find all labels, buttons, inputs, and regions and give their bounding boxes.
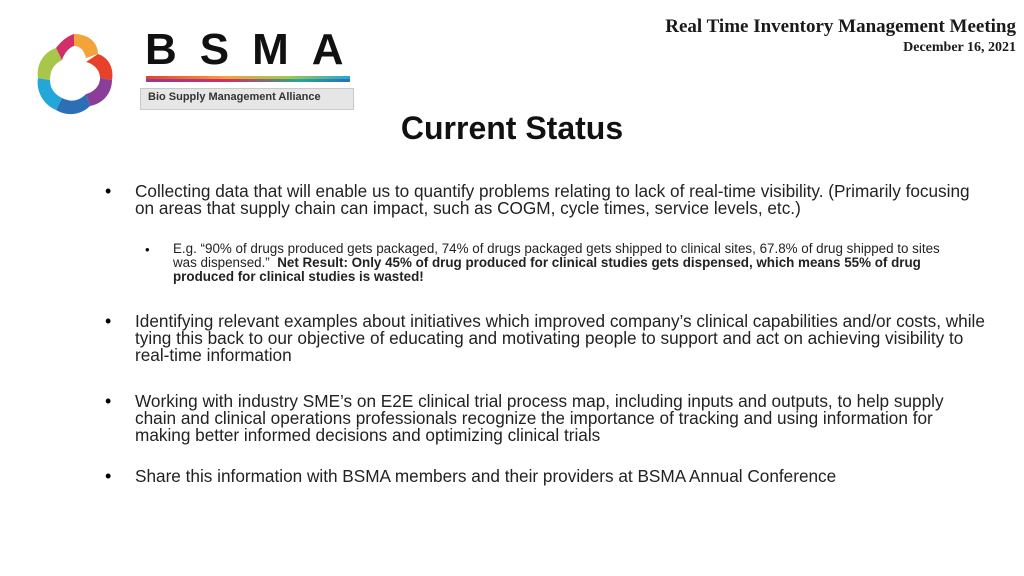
bullet-text: Share this information with BSMA members and their providers at BSMA Annual Conference: [135, 466, 837, 486]
logo-stripes: [146, 76, 350, 82]
bullet-icon: •: [105, 466, 112, 486]
bullet-text: Identifying relevant examples about initiatives which improved company’s clinical capabilities and/or costs, while tying this back to our objective of educating and motivating people to support and act on achieving visibility to real-time information: [135, 311, 985, 365]
sub-bullet-bold: Net Result: Only 45% of drug produced for clinical studies gets dispensed, which means 55% of drug produced for clinical studies is wasted!: [173, 255, 921, 284]
sub-bullet-text: [173, 242, 953, 284]
page-title: Current Status: [400, 110, 624, 146]
bullet-icon: •: [105, 311, 112, 331]
sub-bullet-icon: •: [145, 242, 150, 257]
logo-tagline: Bio Supply Management Alliance: [148, 91, 321, 103]
bullet-icon: •: [105, 181, 112, 201]
bsma-logo-icon: [28, 28, 120, 120]
bullet-icon: •: [105, 391, 112, 411]
meeting-date: December 16, 2021: [903, 40, 1016, 55]
meeting-title: Real Time Inventory Management Meeting: [665, 16, 1016, 37]
sub-bullet-plain: E.g. “90% of drugs produced gets packaged, 74% of drugs packaged gets shipped to clinical sites, 67.8% of drug shipped to sites was dispensed.”: [173, 241, 940, 270]
logo-wordmark: BSMA: [145, 25, 367, 74]
bullet-text: Working with industry SME’s on E2E clinical trial process map, including inputs and outputs, to help supply chain and clinical operations professionals recognize the importance of tracking and using information for making better informed decisions and optimizing clinical trials: [135, 391, 944, 445]
bullet-text: Collecting data that will enable us to quantify problems relating to lack of real-time visibility. (Primarily focusing on areas that supply chain can impact, such as COGM, cycle times, service levels, etc.): [135, 181, 970, 218]
